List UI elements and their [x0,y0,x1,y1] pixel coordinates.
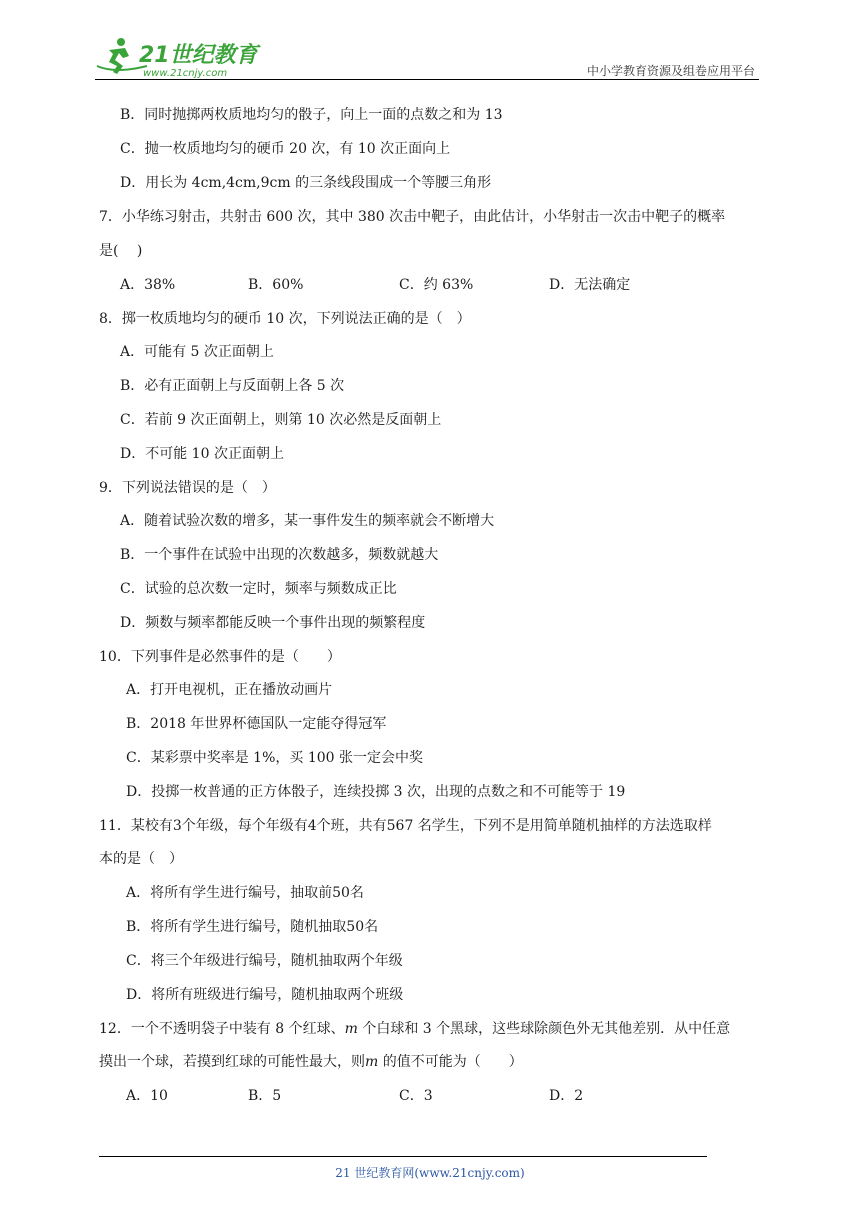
q8-option-c: C．若前 9 次正面朝上，则第 10 次必然是反面朝上 [120,412,442,428]
q10-option-c: C．某彩票中奖率是 1%，买 100 张一定会中奖 [126,750,423,766]
q9-option-c: C．试验的总次数一定时，频率与频数成正比 [120,581,397,597]
q12-variable-m: m [365,1054,379,1070]
q12-option-a: A．10 [126,1088,168,1104]
header-rule [95,79,759,80]
q11-option-c: C．将三个年级进行编号，随机抽取两个年级 [126,953,403,969]
q8-stem: 8．掷一枚质地均匀的硬币 10 次，下列说法正确的是（ ） [99,311,471,327]
page-header [95,28,759,80]
q10-option-b: B．2018 年世界杯德国队一定能夺得冠军 [126,716,387,732]
q12-option-d: D．2 [549,1088,584,1104]
q12-variable-m: m [344,1021,358,1037]
q11-stem-line2: 本的是（ ） [99,851,183,867]
header-platform-title: 中小学教育资源及组卷应用平台 [586,64,755,78]
q12-option-c: C．3 [399,1088,433,1104]
q11-stem-line1: 11．某校有3个年级，每个年级有4个班，共有567 名学生，下列不是用简单随机抽样的方法选取样 [99,818,712,834]
q12-option-b: B．5 [248,1088,282,1104]
q7-stem-line1: 7．小华练习射击，共射击 600 次，其中 380 次击中靶子，由此估计，小华射击一次击中靶子的概率 [99,209,726,225]
q10-option-d: D．投掷一枚普通的正方体骰子，连续投掷 3 次，出现的点数之和不可能等于 19 [126,784,626,800]
q12-stem-line2-part1: 摸出一个球，若摸到红球的可能性最大，则 [99,1054,365,1070]
q8-option-a: A．可能有 5 次正面朝上 [120,344,274,360]
q7-stem-line2: 是( ) [99,243,143,259]
q6-option-c: C．抛一枚质地均匀的硬币 20 次，有 10 次正面向上 [120,141,451,157]
q9-option-a: A．随着试验次数的增多，某一事件发生的频率就会不断增大 [120,513,495,529]
q7-option-a: A．38% [120,277,176,293]
q7-option-b: B．60% [248,277,304,293]
q12-stem-line1-part1: 12．一个不透明袋子中装有 8 个红球、 [99,1021,345,1037]
q10-option-a: A．打开电视机，正在播放动画片 [126,682,333,698]
q12-stem-line2 [99,1053,523,1071]
q12-stem-line1-part2: 个白球和 3 个黑球，这些球除颜色外无其他差别．从中任意 [357,1021,731,1037]
q11-option-b: B．将所有学生进行编号，随机抽取50名 [126,919,379,935]
q12-stem-line1 [99,1020,730,1038]
q9-option-d: D．频数与频率都能反映一个事件出现的频繁程度 [120,615,426,631]
svg-text:21世纪教育: 21世纪教育 [139,43,258,68]
svg-text:www.21cnjy.com: www.21cnjy.com [143,68,228,78]
q6-option-d: D．用长为 4cm,4cm,9cm 的三条线段围成一个等腰三角形 [120,175,492,191]
q8-option-d: D．不可能 10 次正面朝上 [120,446,284,462]
footer-rule [99,1156,707,1157]
q9-option-b: B．一个事件在试验中出现的次数越多，频数就越大 [120,547,439,563]
q8-option-b: B．必有正面朝上与反面朝上各 5 次 [120,378,345,394]
q9-stem: 9．下列说法错误的是（ ） [99,480,276,496]
q6-option-b: B．同时抛掷两枚质地均匀的骰子，向上一面的点数之和为 13 [120,107,503,123]
q12-stem-line2-part2: 的值不可能为（ ） [378,1054,523,1070]
logo [95,36,265,78]
q11-option-a: A．将所有学生进行编号，抽取前50名 [126,885,364,901]
q10-stem: 10．下列事件是必然事件的是（ ） [99,649,341,665]
q7-option-d: D．无法确定 [549,277,631,293]
footer-link[interactable]: 21 世纪教育网(www.21cnjy.com) [335,1166,525,1180]
q11-option-d: D．将所有班级进行编号，随机抽取两个班级 [126,987,404,1003]
q7-option-c: C．约 63% [399,277,474,293]
